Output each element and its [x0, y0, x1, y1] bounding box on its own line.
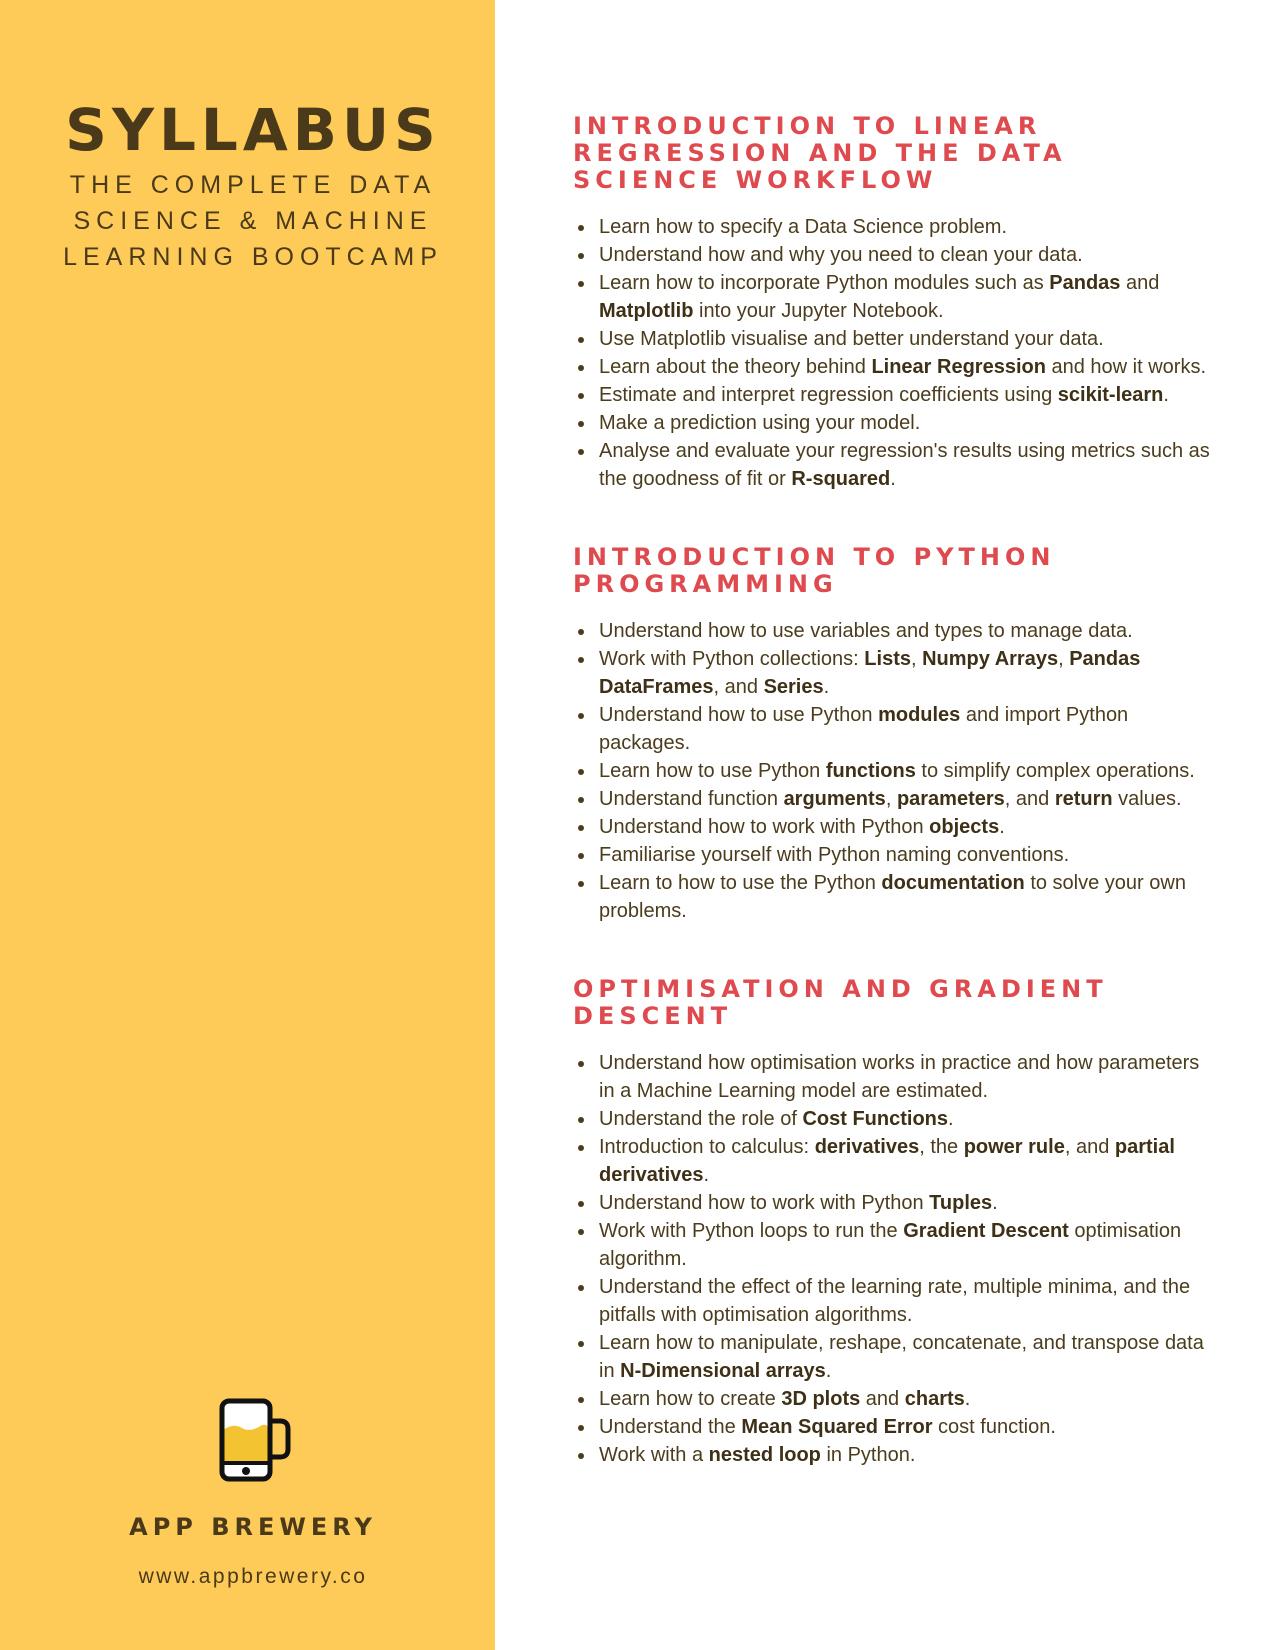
topic-item	[599, 1133, 1213, 1189]
topic-text: .	[992, 1192, 998, 1214]
section-heading-line: SCIENCE WORKFLOW	[573, 166, 938, 194]
topic-item	[599, 353, 1213, 381]
syllabus-section	[573, 976, 1213, 1469]
topic-keyword: derivatives	[814, 1136, 920, 1158]
topic-item	[599, 1329, 1213, 1385]
topic-text: Learn how to manipulate, reshape, concatenate, and transpose data in	[599, 1332, 1204, 1382]
topic-keyword: arguments	[783, 788, 886, 810]
topic-item	[599, 213, 1213, 241]
subtitle-line: LEARNING BOOTCAMP	[63, 243, 443, 271]
topic-item	[599, 1189, 1213, 1217]
topic-keyword: Linear Regression	[871, 356, 1046, 378]
topic-text: Work with Python loops to run the	[599, 1220, 904, 1242]
section-heading-line: PROGRAMMING	[573, 570, 838, 598]
section-heading-line: OPTIMISATION AND GRADIENT	[573, 975, 1108, 1003]
brand-name: APP BREWERY	[129, 1513, 377, 1541]
topic-keyword: objects	[929, 816, 1000, 838]
topic-text: Analyse and evaluate your regression's results using metrics such as the goodness of fit or	[599, 440, 1210, 490]
topic-text: Understand how optimisation works in practice and how parameters in a Machine Learning model are estimated.	[599, 1052, 1200, 1102]
topic-item	[599, 409, 1213, 437]
topic-text: Familiarise yourself with Python naming conventions.	[599, 844, 1070, 866]
topic-text: Learn how to specify a Data Science problem.	[599, 216, 1007, 238]
topic-keyword: Gradient Descent	[903, 1220, 1069, 1242]
topic-keyword: Pandas DataFrames	[599, 648, 1141, 698]
topic-text: optimisation algorithm.	[599, 1220, 1182, 1270]
topic-keyword: Mean Squared Error	[741, 1416, 933, 1438]
topic-keyword: Pandas	[1049, 272, 1121, 294]
topic-text: and	[1120, 272, 1160, 294]
topic-keyword: partial derivatives	[599, 1136, 1175, 1186]
topic-text: ,	[1058, 648, 1070, 670]
topic-keyword: Matplotlib	[599, 300, 694, 322]
section-heading	[573, 976, 1213, 1030]
topic-text: .	[964, 1388, 971, 1410]
topic-item	[599, 617, 1213, 645]
subtitle-line: SCIENCE & MACHINE	[73, 207, 433, 235]
topic-item	[599, 869, 1213, 925]
topic-keyword: modules	[878, 704, 961, 726]
section-heading-line: REGRESSION AND THE DATA	[573, 139, 1067, 167]
topic-text: ,	[910, 648, 923, 670]
topic-item	[599, 701, 1213, 757]
topic-text: Understand the role of	[599, 1108, 803, 1130]
topic-text: Work with a	[599, 1444, 709, 1466]
topic-text: .	[999, 816, 1005, 838]
subtitle-line: THE COMPLETE DATA	[69, 171, 437, 199]
topic-text: Use Matplotlib visualise and better understand your data.	[599, 328, 1104, 350]
topic-text: Understand how to work with Python	[599, 1192, 930, 1214]
topic-text: and import Python packages.	[599, 704, 1129, 754]
topic-item	[599, 1217, 1213, 1273]
topic-text: Learn how to incorporate Python modules such as	[599, 272, 1050, 294]
topic-keyword: power rule	[963, 1136, 1065, 1158]
section-heading	[573, 113, 1213, 194]
topic-keyword: Tuples	[929, 1192, 993, 1214]
syllabus-content	[573, 113, 1213, 1469]
topic-item	[599, 325, 1213, 353]
topic-item	[599, 381, 1213, 409]
topic-keyword: functions	[825, 760, 916, 782]
section-heading	[573, 544, 1213, 598]
topic-text: Understand the	[599, 1416, 742, 1438]
topic-text: , and	[1064, 1136, 1115, 1158]
topic-text: to solve your own problems.	[599, 872, 1186, 922]
brand-url: www.appbrewery.co	[138, 1565, 368, 1588]
topic-item	[599, 1105, 1213, 1133]
topic-keyword: N-Dimensional arrays	[620, 1360, 826, 1382]
topic-text: values.	[1112, 788, 1182, 810]
topic-item	[599, 1273, 1213, 1329]
section-heading-line: DESCENT	[573, 1002, 733, 1030]
topic-text: .	[823, 676, 830, 698]
topic-item	[599, 645, 1213, 701]
topic-text: , and	[1004, 788, 1055, 810]
topic-keyword: return	[1054, 788, 1113, 810]
topic-keyword: documentation	[881, 872, 1025, 894]
topic-text: and	[860, 1388, 905, 1410]
topic-text: .	[1163, 384, 1169, 406]
topic-text: Understand how to work with Python	[599, 816, 930, 838]
topic-keyword: nested loop	[708, 1444, 821, 1466]
page-title: SYLLABUS	[65, 96, 441, 164]
section-heading-line: INTRODUCTION TO PYTHON	[573, 543, 1056, 571]
syllabus-section	[573, 544, 1213, 925]
topic-keyword: Series	[763, 676, 824, 698]
topic-keyword: Lists	[864, 648, 911, 670]
topic-keyword: 3D plots	[781, 1388, 861, 1410]
topic-text: , and	[713, 676, 764, 698]
topic-keyword: Cost Functions	[802, 1108, 949, 1130]
topic-item	[599, 437, 1213, 493]
topic-item	[599, 1385, 1213, 1413]
topic-text: Understand how and why you need to clean your data.	[599, 244, 1083, 266]
topic-keyword: Numpy Arrays	[922, 648, 1059, 670]
topic-keyword: parameters	[896, 788, 1005, 810]
topic-keyword: scikit-learn	[1057, 384, 1164, 406]
topic-text: Introduction to calculus:	[599, 1136, 815, 1158]
topic-keyword: charts	[904, 1388, 965, 1410]
topic-keyword: R-squared	[791, 468, 891, 490]
topic-list	[573, 617, 1213, 925]
syllabus-section	[573, 113, 1213, 493]
topic-item	[599, 813, 1213, 841]
topic-item	[599, 841, 1213, 869]
topic-item	[599, 241, 1213, 269]
topic-text: Learn how to create	[599, 1388, 782, 1410]
topic-text: .	[948, 1108, 954, 1130]
topic-text: to simplify complex operations.	[915, 760, 1195, 782]
topic-item	[599, 785, 1213, 813]
topic-text: .	[703, 1164, 710, 1186]
page-subtitle	[0, 167, 506, 275]
topic-item	[599, 757, 1213, 785]
topic-text: Learn about the theory behind	[599, 356, 872, 378]
topic-text: Work with Python collections:	[599, 648, 865, 670]
topic-item	[599, 1441, 1213, 1469]
topic-text: , the	[919, 1136, 964, 1158]
topic-item	[599, 1049, 1213, 1105]
topic-text: into your Jupyter Notebook.	[693, 300, 944, 322]
topic-text: Learn to how to use the Python	[599, 872, 882, 894]
topic-text: Make a prediction using your model.	[599, 412, 921, 434]
topic-text: Understand how to use Python	[599, 704, 879, 726]
topic-list	[573, 213, 1213, 493]
topic-item	[599, 269, 1213, 325]
topic-text: .	[825, 1360, 832, 1382]
topic-text: cost function.	[932, 1416, 1056, 1438]
topic-text: Understand function	[599, 788, 784, 810]
topic-text: .	[890, 468, 896, 490]
topic-text: Understand the effect of the learning rate, multiple minima, and the pitfalls with optimisation algorithms.	[599, 1276, 1191, 1326]
section-heading-line: INTRODUCTION TO LINEAR	[573, 112, 1042, 140]
topic-text: Learn how to use Python	[599, 760, 826, 782]
topic-text: Estimate and interpret regression coefficients using	[599, 384, 1058, 406]
phone-beer-mug-icon	[218, 1397, 293, 1483]
topic-text: in Python.	[820, 1444, 916, 1466]
topic-text: and how it works.	[1045, 356, 1207, 378]
topic-list	[573, 1049, 1213, 1469]
topic-item	[599, 1413, 1213, 1441]
topic-text: Understand how to use variables and types to manage data.	[599, 620, 1133, 642]
topic-text: ,	[885, 788, 897, 810]
